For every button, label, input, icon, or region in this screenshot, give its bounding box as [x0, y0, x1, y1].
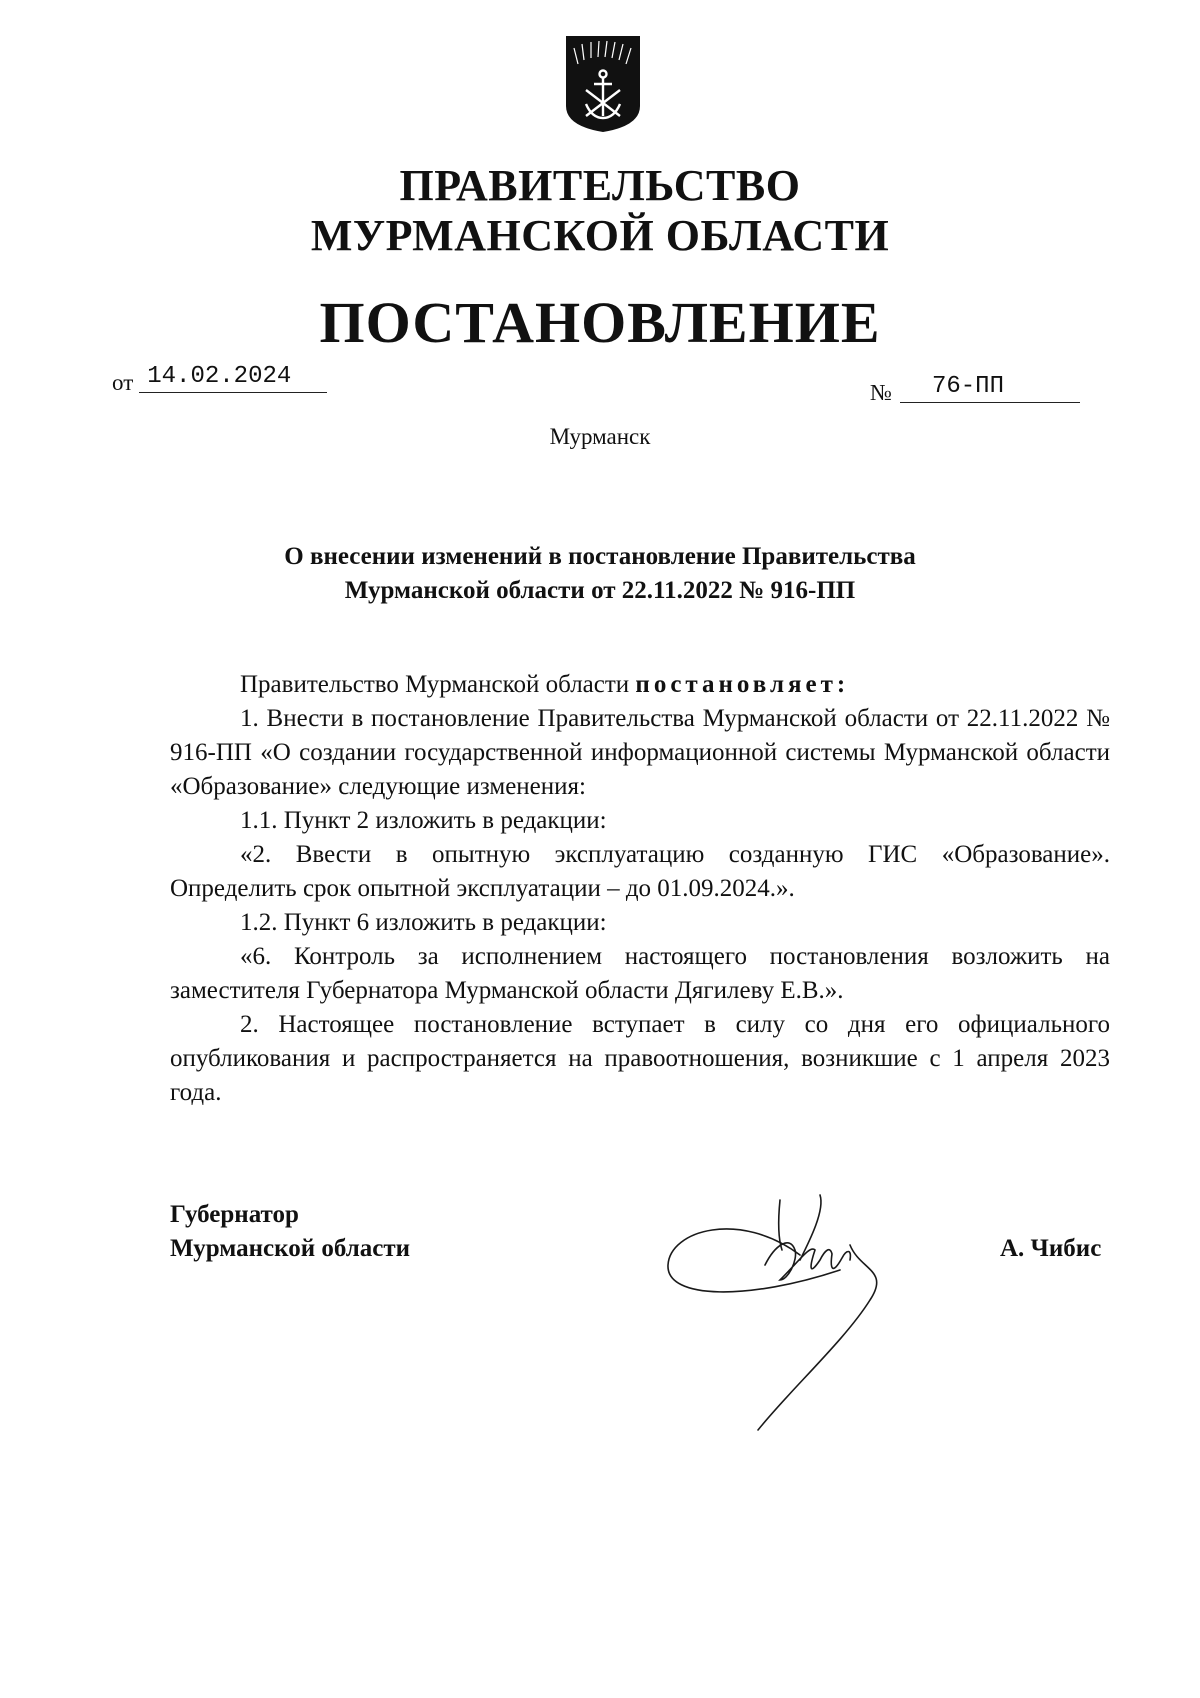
signer-name: А. Чибис — [1000, 1235, 1102, 1262]
coat-of-arms-icon — [564, 34, 642, 134]
document-type-title: ПОСТАНОВЛЕНИЕ — [319, 290, 881, 355]
subject-line1: О внесении изменений в постановление Правительства — [284, 543, 916, 570]
paragraph-1-2: 1.2. Пункт 6 изложить в редакции: — [240, 909, 607, 936]
government-name-line1: ПРАВИТЕЛЬСТВО — [399, 161, 801, 210]
document-number: 76-ПП — [900, 372, 1080, 403]
document-body — [170, 668, 1110, 1110]
document-date: 14.02.2024 — [139, 362, 327, 393]
government-name-line2: МУРМАНСКОЙ ОБЛАСТИ — [310, 211, 890, 260]
date-block — [112, 363, 327, 401]
handwritten-signature — [660, 1150, 940, 1450]
document-subject — [150, 540, 1050, 608]
subject-line2: Мурманской области от 22.11.2022 № 916-ПП — [344, 577, 856, 604]
intro-resolves: постановляет: — [635, 671, 850, 698]
signer-position-line1: Губернатор — [170, 1201, 299, 1228]
number-block — [870, 373, 1080, 411]
paragraph-1-1-text: «2. Ввести в опытную эксплуатацию созданную ГИС «Образование». Определить срок опытной эксплуатации – до 01.09.2024.». — [170, 841, 1110, 902]
paragraph-1-1: 1.1. Пункт 2 изложить в редакции: — [240, 807, 607, 834]
city-name: Мурманск — [549, 424, 651, 449]
number-prefix: № — [870, 380, 892, 405]
signer-position — [170, 1198, 410, 1266]
date-prefix: от — [112, 370, 134, 395]
intro-text: Правительство Мурманской области — [240, 671, 636, 698]
paragraph-2: 2. Настоящее постановление вступает в силу со дня его официального опубликования и распространяется на правоотношения, возникшие с 1 апреля 2023 года. — [170, 1011, 1110, 1106]
paragraph-1-2-text: «6. Контроль за исполнением настоящего постановления возложить на заместителя Губернатора Мурманской области Дягилеву Е.В.». — [170, 943, 1110, 1004]
signer-position-line2: Мурманской области — [170, 1235, 411, 1262]
intro-paragraph — [170, 668, 1110, 702]
paragraph-1: 1. Внести в постановление Правительства Мурманской области от 22.11.2022 № 916-ПП «О создании государственной информационной системы Мурманской области «Образование» следующие изменения: — [170, 705, 1110, 800]
